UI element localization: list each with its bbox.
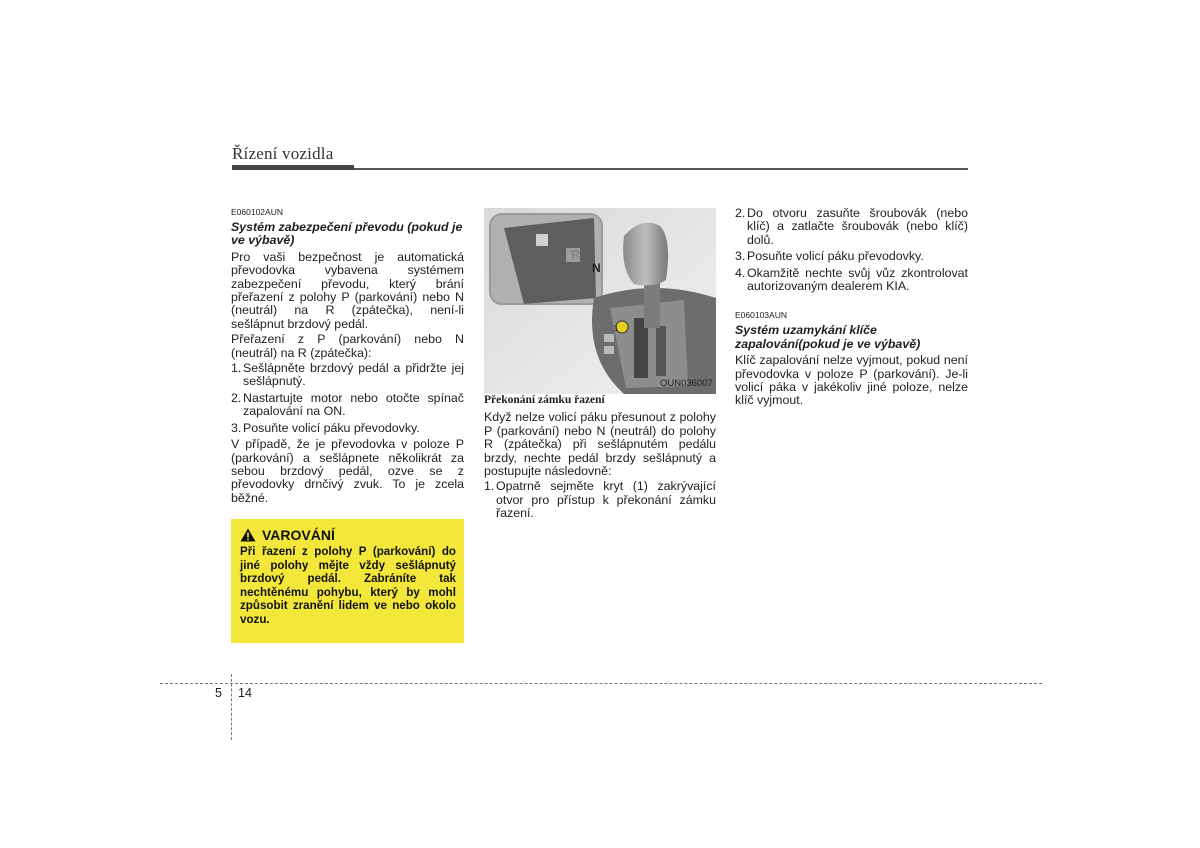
list-number: 3.	[231, 420, 242, 435]
page-number: 14	[238, 686, 252, 700]
section-heading: Systém uzamykání klíče zapalování(pokud je ve výbavě)	[735, 323, 921, 351]
list-item	[735, 267, 968, 294]
list-text: Posuňte volicí páku převodovky.	[243, 420, 420, 435]
warning-title: VAROVÁNÍ	[262, 527, 335, 543]
warning-header	[240, 527, 456, 543]
paragraph: V případě, že je převodovka v poloze P (parkování) a sešlápnete několikrát za sebou brzdový pedál, ozve se z převodovky drnčivý zvuk. To je zcela běžné.	[231, 437, 464, 505]
list-number: 2.	[735, 206, 746, 220]
photo-caption: OUN036007	[660, 378, 713, 389]
section-heading: Systém zabezpečení převodu (pokud je ve výbavě)	[231, 220, 463, 248]
warning-triangle-icon	[240, 528, 256, 542]
gear-shifter-photo	[484, 208, 716, 394]
list-text: Opatrně sejměte kryt (1) zakrývající otvor pro přístup k překonání zámku řazení.	[496, 479, 716, 521]
list-number: 1.	[484, 479, 495, 494]
footer-divider	[231, 674, 232, 740]
list-text: Sešlápněte brzdový pedál a přidržte jej sešlápnutý.	[243, 361, 464, 389]
list-item	[231, 362, 464, 389]
list-text: Posuňte volicí páku převodovky.	[747, 249, 924, 264]
page-title: Řízení vozidla	[232, 144, 334, 163]
list-item	[735, 207, 968, 247]
list-item	[735, 250, 968, 263]
section-heading: Překonání zámku řazení	[484, 394, 605, 406]
header-bar	[232, 165, 354, 170]
list-item	[231, 422, 464, 435]
column-1	[231, 207, 464, 507]
section-code: E060103AUN	[735, 310, 787, 321]
paragraph: Pro vaši bezpečnost je automatická převodovka vybavena systémem zabezpečení převodu, který brání přeřazení z polohy P (parkování) nebo N (neutrál) na R (zpátečka), není-li sešlápnut brzdový pedál.	[231, 249, 464, 331]
svg-text:1: 1	[614, 324, 619, 333]
gear-shifter-illustration	[484, 208, 716, 394]
list-item	[231, 392, 464, 419]
list-number: 2.	[231, 390, 242, 405]
list-number: 1.	[231, 361, 242, 376]
list-number: 3.	[735, 249, 746, 264]
header-rule	[354, 168, 968, 170]
section-code: E060102AUN	[231, 207, 283, 217]
paragraph: Přeřazení z P (parkování) nebo N (neutrál) na R (zpátečka):	[231, 332, 464, 360]
list-number: 4.	[735, 265, 746, 280]
section-number: 5	[215, 686, 222, 700]
column-3	[735, 207, 968, 410]
paragraph: Když nelze volicí páku přesunout z polohy P (parkování) nebo N (neutrál) do polohy R (zpátečka) při sešlápnutém pedálu brzdy, nechte pedál brzdy sešlápnutý a postupujte následovně:	[484, 410, 716, 479]
footer-rule	[160, 683, 1042, 684]
list-item	[484, 480, 716, 520]
list-text: Okamžitě nechte svůj vůz zkontrolovat autorizovaným dealerem KIA.	[747, 265, 968, 294]
warning-text: Při řazení z polohy P (parkování) do jiné polohy mějte vždy sešlápnutý brzdový pedál. Zabráníte tak nechtěnému pohybu, který by mohl způsobit zranění lidem ve nebo okolo vozu.	[240, 545, 456, 626]
list-text: Nastartujte motor nebo otočte spínač zapalování na ON.	[243, 390, 464, 419]
list-text: Do otvoru zasuňte šroubovák (nebo klíč) a zatlačte šroubovák (nebo klíč) dolů.	[747, 206, 968, 247]
svg-text:N: N	[592, 261, 601, 275]
column-2	[484, 394, 716, 524]
paragraph: Klíč zapalování nelze vyjmout, pokud není převodovka v poloze P (parkování). Je-li volicí páka v jakékoliv jiné poloze, nelze klíč vyjmout.	[735, 353, 968, 408]
warning-box	[231, 519, 464, 643]
